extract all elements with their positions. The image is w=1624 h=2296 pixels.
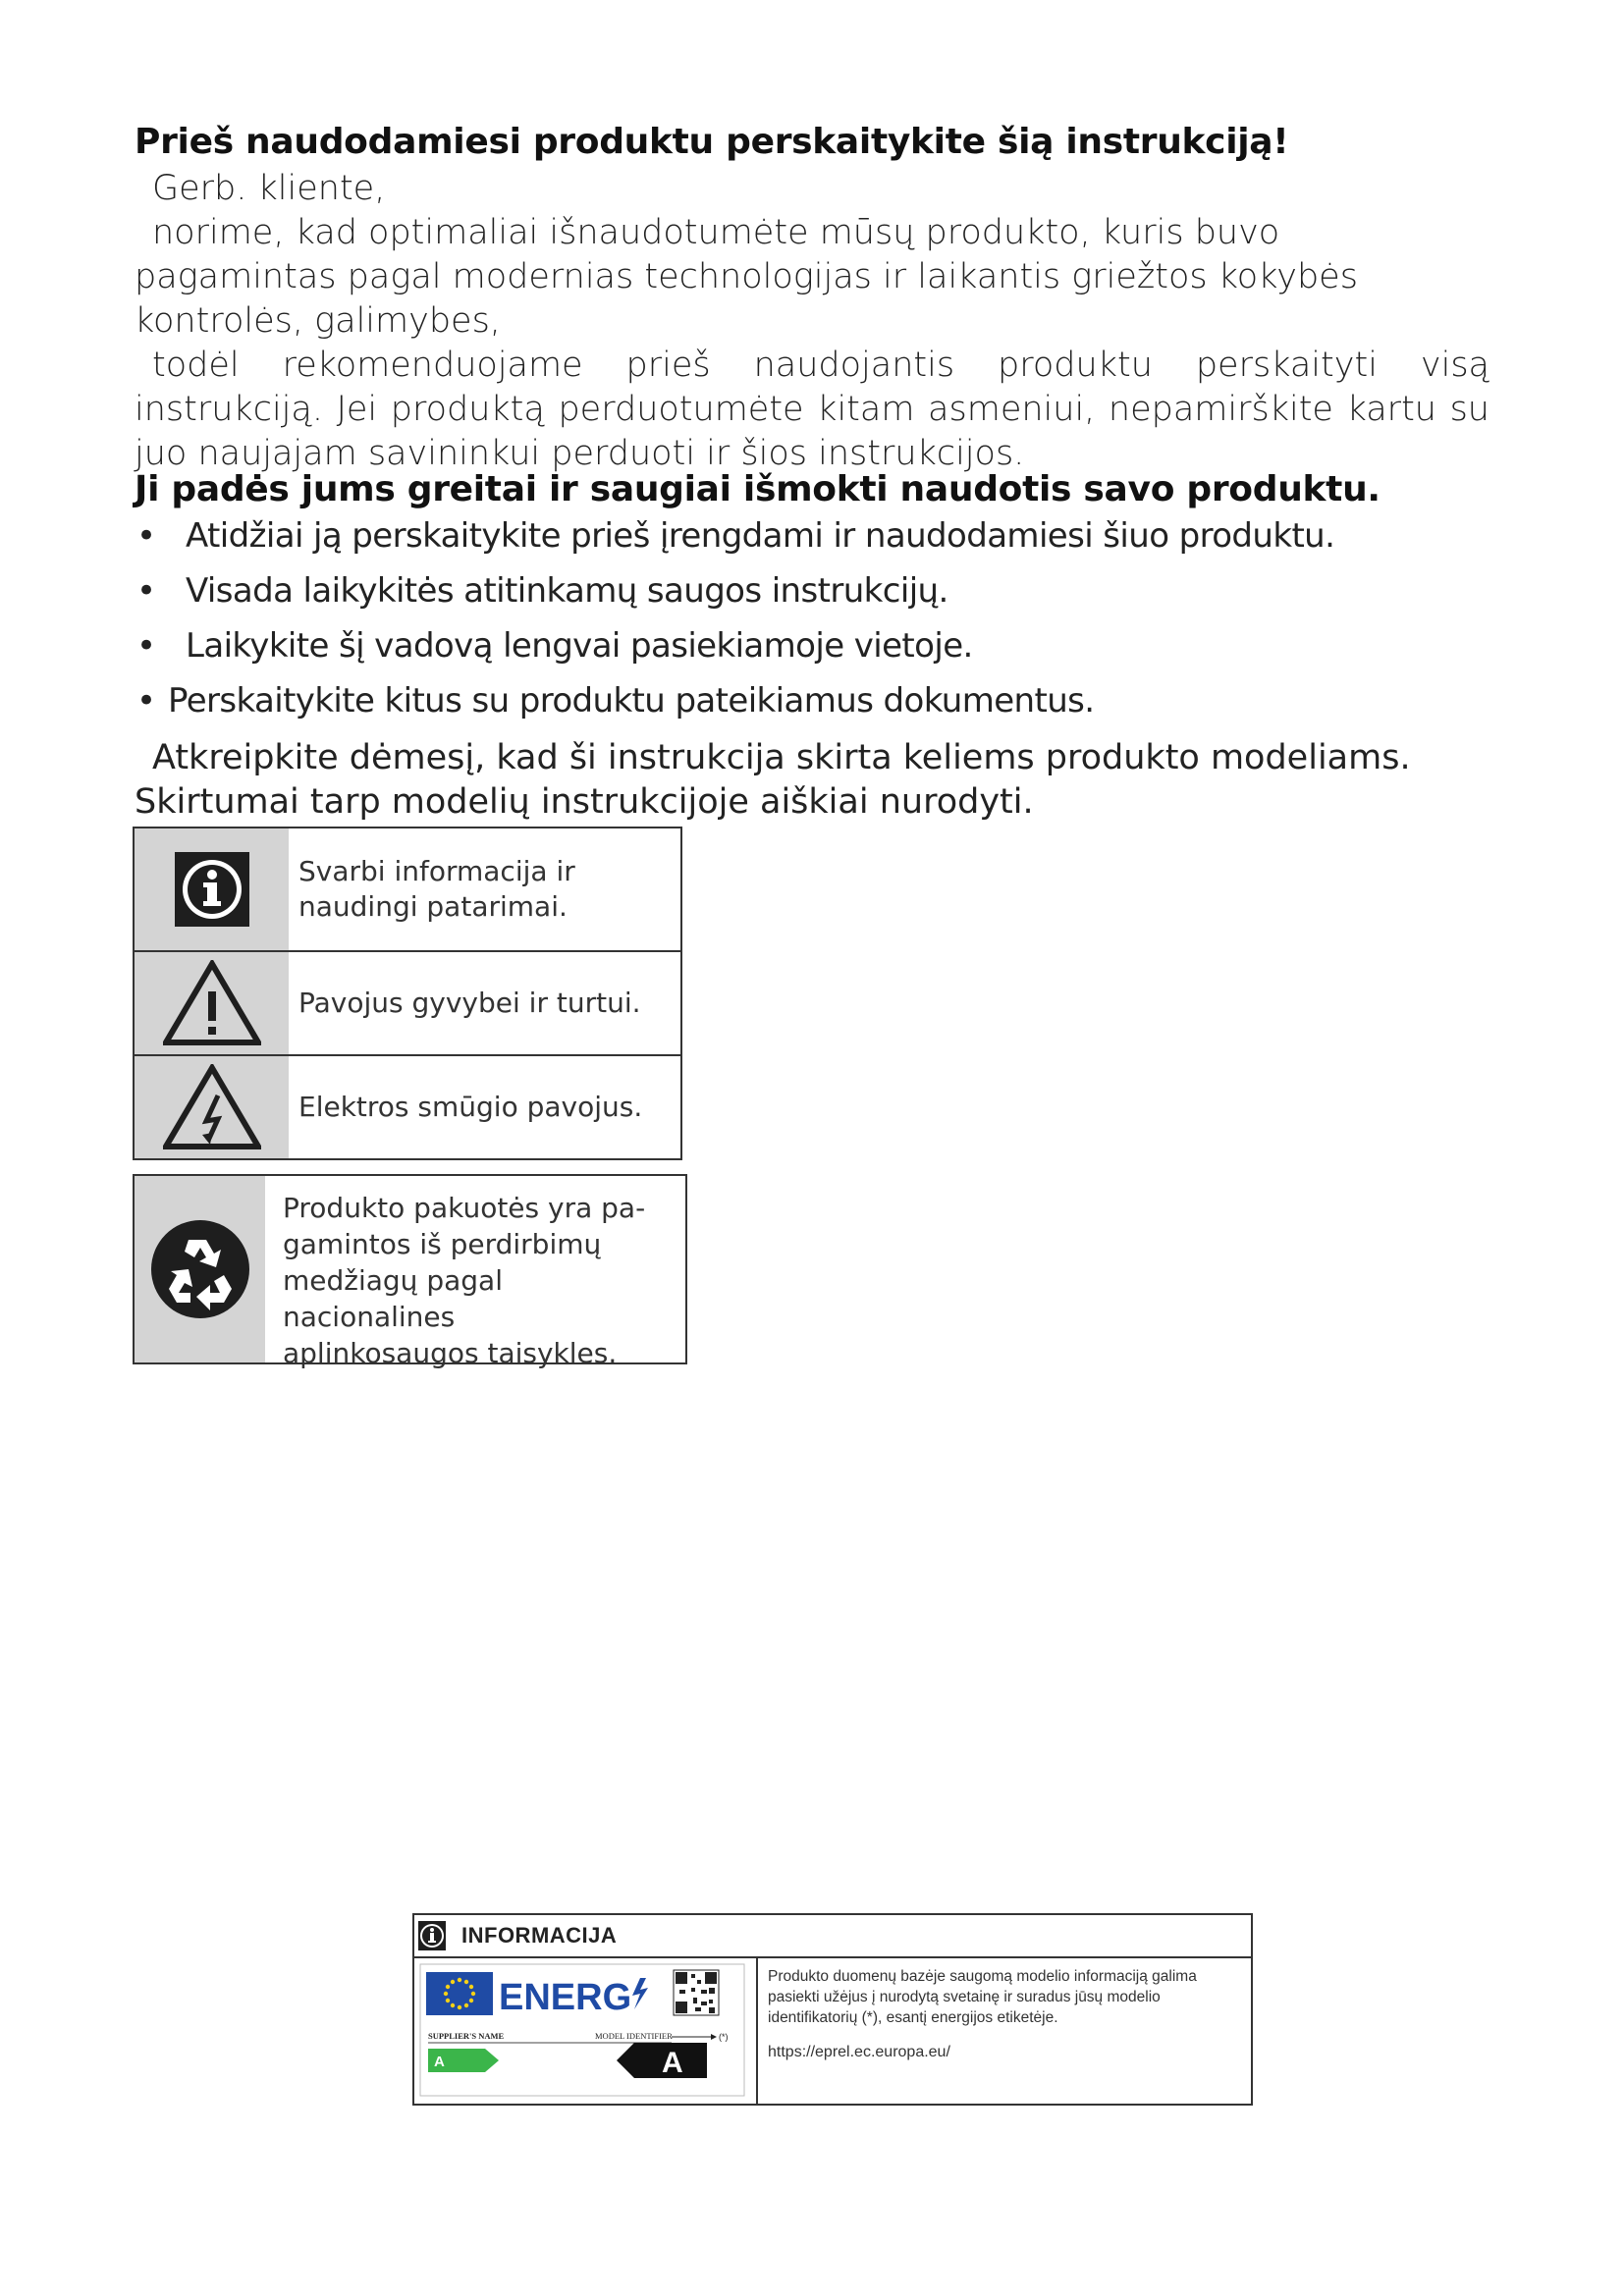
information-box bbox=[412, 1913, 1253, 2106]
secondary-heading: Ji padės jums greitai ir saugiai išmokti naudotis savo produktu. bbox=[135, 469, 1380, 509]
information-text: Produkto duomenų bazėje saugomą modelio informaciją galima pasiekti užėjus į nurodytą svetainę ir suradus jūsų modelio identifikatorių (*), esantį energijos etiketėje. bbox=[768, 1968, 1197, 2026]
electric-shock-icon bbox=[163, 1064, 261, 1150]
main-heading: Prieš naudodamiesi produktu perskaitykite šią instrukciją! bbox=[135, 122, 1289, 162]
supplier-name: SUPPLIER'S NAME bbox=[428, 2031, 505, 2041]
info-icon bbox=[418, 1921, 446, 1950]
manual-page: Prieš naudodamiesi produktu perskaitykite šią instrukciją! Gerb. kliente, norime, kad optimaliai išnaudotumėte mūsų produkto, kuris buvo pagamintas pagal modernias technologijas ir laikantis griežtos kokybės kontrolės, galimybes, todėl rekomenduojame prieš naudojantis produktu perskaityti visą instrukciją. Jei produktą perduotumėte kitam asmeniui, nepamirškite kartu su juo naujajam savininkui perduoti ir šios instrukcijos. Ji padės jums greitai ir saugiai išmokti naudotis savo produktu. • Atidžiai ją perskaitykite prieš įrengdami ir naudodamiesi šiuo produktu. • Visada laikykitės atitinkamų saugos instrukcijų. • Laikykite šį vadovą lengvai pasiekiamoje vietoje. • Perskaitykite kitus su produktu pateikiamus dokumentus. Atkreipkite dėmesį, kad ši instrukcija skirta keliems produkto modeliams. Skirtumai tarp modelių instrukcijoje aiškiai nurodyti. Svarbi informacija ir naudingi patarimai. Pavojus gyvybei ir turtui. Elektros smūgio pavojus. Produkto pakuotės yra pa- gamintos iš perdirbimų medžiagų pagal nacionalines aplinkosaugos taisykles. INFORMACIJA ENERG SUPPLIER'S NAME MODEL IDENTIFIER (*) A A Produkto duomenų bazėje saugomą modelio informaciją galima pasiekti užėjus į nurodytą svetainę ir suradus jūsų modelio identifikatorių (*), esantį energijos etiketėje. https://eprel.ec.europa.eu/ bbox=[0, 0, 1624, 2296]
model-marker: (*) bbox=[719, 2032, 729, 2042]
bullet-marker: • bbox=[136, 516, 156, 556]
information-title: INFORMACIJA bbox=[461, 1923, 618, 1948]
model-identifier: MODEL IDENTIFIER bbox=[595, 2031, 673, 2041]
bullet-marker: • bbox=[136, 681, 156, 721]
energy-class-small: A bbox=[434, 2054, 445, 2070]
energy-class-big: A bbox=[662, 2047, 683, 2079]
qr-code-icon bbox=[674, 1970, 719, 2015]
energy-logo-text: ENERG bbox=[499, 1977, 632, 2018]
eprel-url: https://eprel.ec.europa.eu/ bbox=[768, 2044, 950, 2060]
bullet-marker: • bbox=[136, 571, 156, 611]
intro-paragraph-1: norime, kad optimaliai išnaudotumėte mūsų produkto, kuris buvo pagamintas pagal modernias technologijas ir laikantis griežtos kokybės kontrolės, galimybes, bbox=[135, 213, 1358, 341]
legend-row-electric bbox=[135, 1056, 680, 1158]
information-text-block bbox=[758, 1958, 1251, 2104]
models-note: Atkreipkite dėmesį, kad ši instrukcija skirta keliems produkto modeliams. Skirtumai tarp modelių instrukcijoje aiškiai nurodyti. bbox=[135, 738, 1411, 822]
bullet-marker: • bbox=[136, 626, 156, 666]
recycling-note bbox=[133, 1174, 687, 1369]
intro-section bbox=[135, 167, 1489, 476]
legend-text: Svarbi informacija ir naudingi patarimai. bbox=[298, 855, 575, 923]
legend-row-warning bbox=[135, 952, 680, 1056]
legend-text: Pavojus gyvybei ir turtui. bbox=[298, 987, 641, 1019]
legend-text: Elektros smūgio pavojus. bbox=[298, 1091, 643, 1123]
intro-paragraph-2: todėl rekomenduojame prieš naudojantis produktu perskaityti visą instrukciją. Jei produktą perduotumėte kitam asmeniui, nepamirškite kartu su juo naujajam savininkui perduoti ir šios instrukcijos. bbox=[135, 346, 1489, 473]
information-header bbox=[414, 1915, 1251, 1958]
symbol-legend-table bbox=[133, 827, 682, 1160]
greeting: Gerb. kliente, bbox=[152, 169, 386, 208]
legend-row-info bbox=[135, 828, 680, 952]
warning-icon bbox=[163, 960, 261, 1046]
energy-label bbox=[414, 1958, 756, 2104]
info-icon bbox=[175, 852, 249, 927]
recycling-text: Produkto pakuotės yra pa- gamintos iš perdirbimų medžiagų pagal nacionalines aplinkosaugos taisykles. bbox=[283, 1192, 646, 1369]
recycle-icon bbox=[149, 1218, 251, 1320]
energy-label-illustration bbox=[414, 1958, 758, 2104]
